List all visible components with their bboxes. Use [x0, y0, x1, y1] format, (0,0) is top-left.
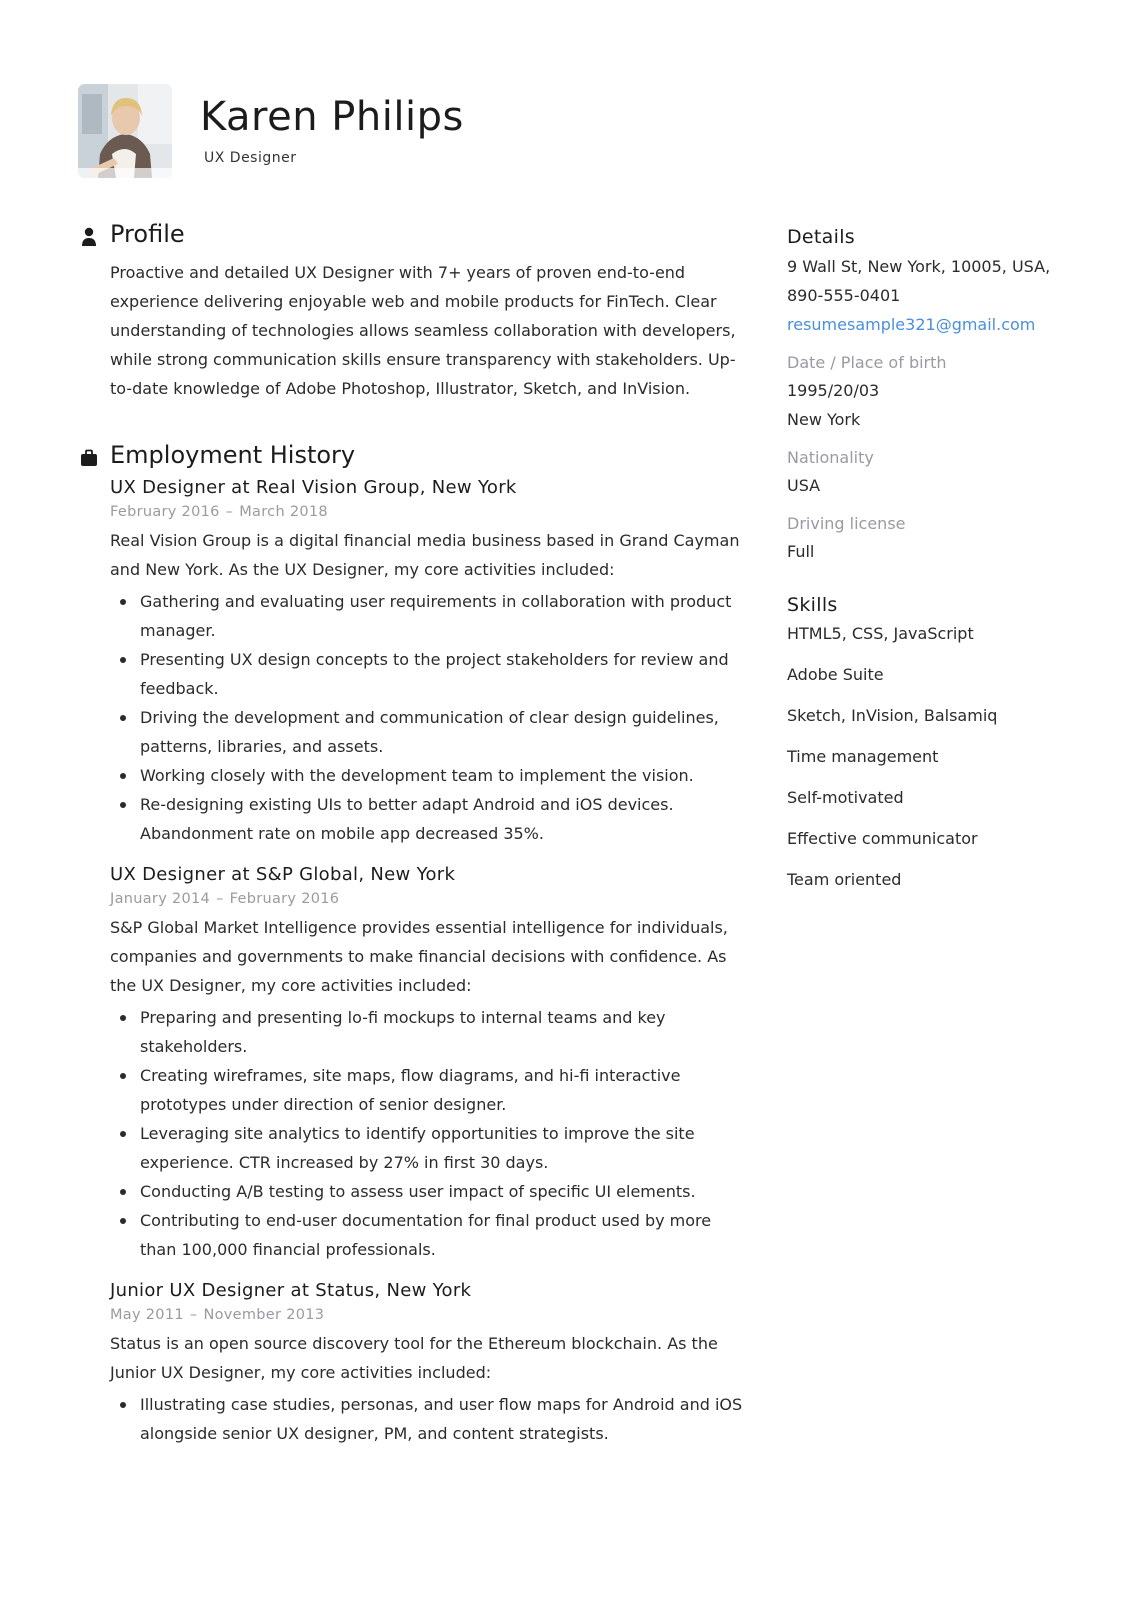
- nationality-label: Nationality: [787, 448, 874, 467]
- details-heading: Details: [787, 226, 855, 248]
- employment-section: [110, 441, 745, 1448]
- address: 9 Wall St, New York, 10005, USA,: [787, 257, 1051, 276]
- briefcase-icon: [80, 448, 98, 468]
- job-bullets: [110, 587, 745, 848]
- list-item: Leveraging site analytics to identify opportunities to improve the site experience. CTR increased by 27% in first 30 days.: [140, 1119, 745, 1177]
- avatar-photo: [78, 84, 172, 178]
- job-start: January 2014: [110, 891, 211, 907]
- employment-heading-text: Employment History: [110, 441, 356, 469]
- list-item: Re-designing existing UIs to better adapt Android and iOS devices. Abandonment rate on mobile app decreased 35%.: [140, 790, 745, 848]
- skill-item: Self-motivated: [787, 788, 904, 807]
- phone: 890-555-0401: [787, 286, 901, 305]
- job-end: February 2016: [229, 891, 340, 907]
- list-item: Preparing and presenting lo-fi mockups to internal teams and key stakeholders.: [140, 1003, 745, 1061]
- job-entry: [110, 477, 745, 848]
- job-description: Real Vision Group is a digital financial media business based in Grand Cayman and New York. As the UX Designer, my core activities included:: [110, 531, 740, 579]
- skills-heading: Skills: [787, 594, 838, 616]
- employment-heading: [110, 441, 745, 469]
- main-column: [110, 220, 745, 1448]
- license-label: Driving license: [787, 514, 906, 533]
- profile-section: [110, 220, 745, 403]
- job-bullets: [110, 1003, 745, 1264]
- candidate-title: UX Designer: [204, 150, 297, 166]
- candidate-name: Karen Philips: [200, 94, 464, 140]
- list-item: Conducting A/B testing to assess user impact of specific UI elements.: [140, 1177, 745, 1206]
- nationality-value: USA: [787, 476, 821, 495]
- job-start: February 2016: [110, 504, 220, 520]
- license-value: Full: [787, 542, 815, 561]
- job-entry: [110, 864, 745, 1264]
- job-end: March 2018: [239, 504, 328, 520]
- profile-text: Proactive and detailed UX Designer with 7+ years of proven end-to-end experience delivering enjoyable web and mobile products for FinTech. Clear understanding of technologies allows seamless collaboration with developers, while strong communication skills ensure transparency with stakeholders. Up-to-date knowledge of Adobe Photoshop, Illustrator, Sketch, and InVision.: [110, 263, 736, 398]
- avatar: [78, 84, 172, 178]
- job-dates: February 2016 – March 2018: [110, 504, 328, 520]
- birth-date: 1995/20/03: [787, 381, 880, 400]
- skill-item: Sketch, InVision, Balsamiq: [787, 706, 998, 725]
- person-icon: [80, 227, 98, 247]
- job-start: May 2011: [110, 1307, 184, 1323]
- job-description: Status is an open source discovery tool for the Ethereum blockchain. As the Junior UX Designer, my core activities included:: [110, 1334, 718, 1382]
- list-item: Presenting UX design concepts to the project stakeholders for review and feedback.: [140, 645, 745, 703]
- skills-section: [787, 594, 1077, 890]
- job-dates: January 2014 – February 2016: [110, 891, 340, 907]
- job-title: Junior UX Designer at Status, New York: [110, 1280, 472, 1301]
- email-link[interactable]: resumesample321@gmail.com: [787, 315, 1036, 334]
- skill-item: Time management: [787, 747, 939, 766]
- job-description: S&P Global Market Intelligence provides essential intelligence for individuals, companies and governments to make financial decisions with confidence. As the UX Designer, my core activities included:: [110, 918, 728, 995]
- birth-label: Date / Place of birth: [787, 353, 947, 372]
- list-item: Contributing to end-user documentation for final product used by more than 100,000 financial professionals.: [140, 1206, 745, 1264]
- list-item: Gathering and evaluating user requirements in collaboration with product manager.: [140, 587, 745, 645]
- job-bullets: [110, 1390, 745, 1448]
- profile-heading: [110, 220, 745, 248]
- profile-heading-text: Profile: [110, 220, 185, 248]
- job-title: UX Designer at S&P Global, New York: [110, 864, 456, 885]
- skill-item: HTML5, CSS, JavaScript: [787, 624, 974, 643]
- birth-place: New York: [787, 410, 861, 429]
- list-item: Creating wireframes, site maps, flow diagrams, and hi-fi interactive prototypes under direction of senior designer.: [140, 1061, 745, 1119]
- skill-item: Team oriented: [787, 870, 902, 889]
- list-item: Illustrating case studies, personas, and user flow maps for Android and iOS alongside senior UX designer, PM, and content strategists.: [140, 1390, 745, 1448]
- skill-item: Effective communicator: [787, 829, 978, 848]
- side-column: [787, 226, 1077, 911]
- list-item: Working closely with the development team to implement the vision.: [140, 761, 745, 790]
- job-end: November 2013: [203, 1307, 325, 1323]
- job-entry: [110, 1280, 745, 1448]
- list-item: Driving the development and communication of clear design guidelines, patterns, libraries, and assets.: [140, 703, 745, 761]
- job-title: UX Designer at Real Vision Group, New York: [110, 477, 517, 498]
- job-dates: May 2011 – November 2013: [110, 1307, 325, 1323]
- skill-item: Adobe Suite: [787, 665, 884, 684]
- details-section: [787, 226, 1077, 566]
